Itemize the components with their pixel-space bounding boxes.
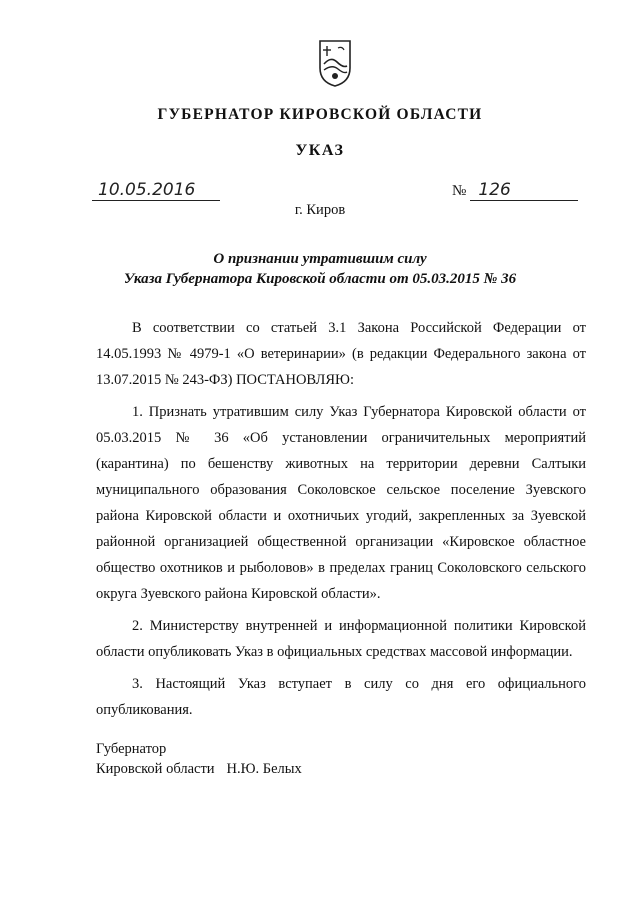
issue-city: г. Киров (294, 202, 346, 218)
title-line-1: О признании утратившим силу (213, 251, 427, 267)
number-sign: № (452, 183, 467, 199)
kirov-coat-of-arms-icon (317, 38, 353, 88)
clause-paragraph: 1. Признать утратившим силу Указ Губернатора Кировской области от 05.03.2015 № 36 «Об установлении ограничительных мероприятий (карантина) по бешенству животных на территории деревни Салтыки муниципального образования Соколовское сельское поселение Зуевского района Кировской области и охотничьих угодий, закрепленных за Зуевской районной организацией общественной организации «Кировское областное общество охотников и рыболовов» в пределах границ Соколовского сельского округа Зуевского района Кировской области». (96, 404, 586, 602)
preamble-paragraph: В соответствии со статьей 3.1 Закона Российской Федерации от 14.05.1993 № 4979-1 «О ветеринарии» (в редакции Федерального закона от 13.07.2015 № 243-ФЗ) ПОСТАНОВЛЯЮ: (96, 320, 586, 388)
signatory-position-line-1: Губернатор (96, 741, 167, 757)
clause-paragraph: 3. Настоящий Указ вступает в силу со дня его официального опубликования. (96, 676, 586, 718)
decree-date: 10.05.2016 (92, 180, 220, 201)
signatory-position-line-2: Кировской области (96, 761, 215, 777)
decree-number: 126 (470, 180, 578, 201)
signatory-line (96, 759, 302, 779)
clause-paragraph: 2. Министерству внутренней и информационной политики Кировской области опубликовать Указ в официальных средствах массовой информации. (96, 618, 586, 660)
decree-body (96, 315, 586, 729)
title-line-2: Указа Губернатора Кировской области от 05.03.2015 № 36 (123, 271, 517, 287)
signature-block (96, 739, 302, 779)
document-type: УКАЗ (295, 142, 345, 159)
issuing-authority: ГУБЕРНАТОР КИРОВСКОЙ ОБЛАСТИ (157, 106, 483, 123)
decree-number-field (452, 180, 586, 201)
decree-title (0, 249, 640, 289)
signatory-name: Н.Ю. Белых (226, 761, 302, 777)
